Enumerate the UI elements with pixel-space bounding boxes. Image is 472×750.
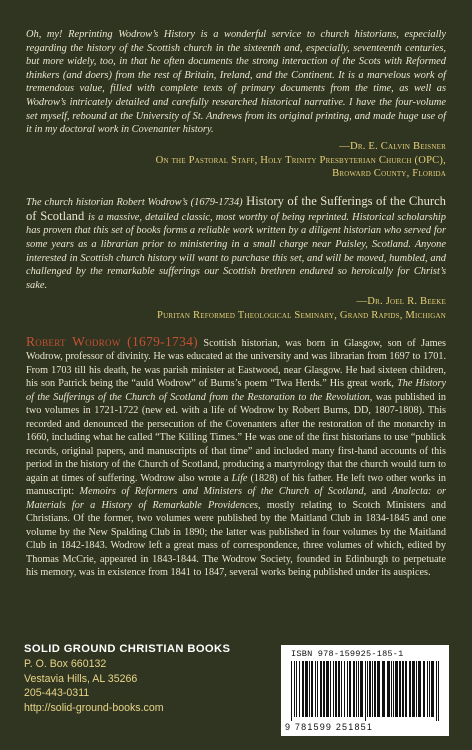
barcode-bar — [365, 661, 366, 721]
author-biography — [26, 335, 446, 580]
barcode-bar — [369, 661, 371, 717]
barcode-bar — [372, 661, 373, 717]
barcode-bar — [387, 661, 390, 717]
barcode-bar — [367, 661, 368, 717]
barcode-bar — [302, 661, 304, 717]
publisher-block — [24, 643, 230, 715]
barcode-bar — [412, 661, 415, 717]
barcode-bar — [347, 661, 348, 717]
barcode-bar — [374, 661, 376, 717]
barcode-bar — [291, 661, 292, 721]
barcode-bar — [358, 661, 359, 717]
barcode-bar — [311, 661, 313, 717]
barcode-bar — [299, 661, 300, 717]
biography-text-2: , was published in two volumes in 1721-1722 (new ed. with a life of Wodrow by Robert Burns, DD, 1807-1808). This recorded and denounced the persecution of the Covenanters after the restoration of the monarchy in 1660, including what he called “The Killing Times.” He was one of the first historians to use “publick records, original papers, and manuscripts of that time” and included many first-hand accounts of this period in the history of the Church of Scotland, producing a martyrology that the church would turn to again at times of suffering. Wodrow also wrote a — [26, 391, 446, 484]
barcode-digits: 9 781599 251851 — [285, 722, 374, 732]
barcode-bar — [360, 661, 363, 717]
biography-title-3: Memoirs of Reformers and Ministers of the Church of Scotland — [79, 486, 364, 498]
biography-title-4: Analecta: or Materials for a History of Remarkable Providences — [26, 486, 447, 511]
barcode-bar — [427, 661, 428, 717]
barcode-bar — [399, 661, 401, 717]
barcode-bars — [291, 661, 441, 721]
barcode-bar — [338, 661, 340, 717]
biography-heading: Robert Wodrow (1679-1734) — [26, 333, 198, 349]
barcode-bar — [320, 661, 322, 717]
barcode-bar — [395, 661, 398, 717]
publisher-url[interactable]: http://solid-ground-books.com — [24, 701, 164, 714]
barcode-bar — [296, 661, 297, 717]
endorsement-beeke-author: —Dr. Joel R. Beeke — [356, 296, 446, 308]
barcode — [281, 645, 449, 736]
endorsement-beeke-intro: The church historian Robert Wodrow’s (1679-1734) — [26, 197, 243, 209]
barcode-bar — [294, 661, 295, 717]
barcode-bar — [326, 661, 329, 717]
barcode-bar — [393, 661, 394, 717]
endorsement-beisner-author: —Dr. E. Calvin Beisner — [339, 140, 446, 152]
endorsement-beeke-text: is a massive, detailed classic, most worthy of being reprinted. Historical scholarship has proven that this set of books forms a reliable work written by a diligent historian who served for some years as a librarian prior to ministering in a small charge near Paisley, Scotland. Anyone interested in Scottish church history will want to purchase this set, and will be moved, humbled, and challenged by the remarkable sufferings our Scottish brethren endured so heroically for Christ’s sake. — [26, 211, 446, 291]
publisher-phone: 205-443-0311 — [24, 687, 90, 700]
endorsement-beisner: Oh, my! Reprinting Wodrow’s History is a wonderful service to church historians, especially regarding the history of the Scottish church in the sixteenth and, especially, seventeenth centuries, but more widely, too, in that he often documents the strong interaction of the Scots with Reformed thinkers (and doers) from the rest of Britain, Ireland, and the Continent. It is a marvelous work of tremendous value, filled with complete texts of primary documents from the time, as well as Wodrow’s intricately detailed and carefully researched historical narrative. I have the four-volume set myself, rebound at the University of St. Andrews from its original printing, and made huge use of it in my doctoral work in Covenanter history. — [26, 29, 446, 136]
barcode-bar — [330, 661, 331, 717]
publisher-address-2: Vestavia Hills, AL 35266 — [24, 672, 138, 685]
publisher-name: SOLID GROUND CHRISTIAN BOOKS — [24, 643, 231, 655]
endorsement-beeke-title: History of the Sufferings of the Church of Scotland — [26, 194, 446, 223]
barcode-bar — [305, 661, 308, 717]
barcode-bar — [353, 661, 355, 717]
barcode-bar — [315, 661, 316, 717]
endorsement-beeke-affiliation: Puritan Reformed Theological Seminary, Grand Rapids, Michigan — [157, 310, 446, 322]
isbn-label: ISBN 978-159925-185-1 — [291, 649, 404, 659]
barcode-bar — [356, 661, 357, 717]
biography-title-2: Life — [231, 472, 248, 484]
barcode-bar — [333, 661, 334, 717]
barcode-bar — [409, 661, 411, 717]
barcode-bar — [416, 661, 417, 717]
barcode-bar — [317, 661, 318, 717]
endorsement-beisner-affiliation-1: On the Pastoral Staff, Holy Trinity Presbyterian Church (OPC), — [155, 154, 446, 166]
barcode-bar — [391, 661, 392, 717]
barcode-bar — [429, 661, 430, 717]
barcode-bar — [349, 661, 351, 717]
biography-text-4: , and — [363, 486, 392, 498]
barcode-bar — [341, 661, 342, 717]
barcode-bar — [436, 661, 437, 721]
biography-text-1: Scottish historian, was born in Glasgow, son of James Wodrow, professor of divinity. He was educated at the university and was librarian from 1697 to 1701. From 1703 till his death, he was parish minister at Eastwood, near Glasgow. He had sixteen children, his son Patrick being the “auld Wodrow” of Burns’s poem “Twa Herds.” His great work, — [26, 337, 447, 390]
biography-text-5: , mostly relating to Scotch Ministers and Christians. Of the former, two volumes were published by the Maitland Club in 1834-1845 and one volume by the New Spalding Club in 1890; the latter was published in four volumes by the Maitland Club in 1842-1843. Wodrow left a great mass of correspondence, three volumes of which, edited by Thomas McCrie, appeared in 1843-1844. The Wodrow Society, founded in Edinburgh to perpetuate his memory, was in existence from 1841 to 1847, several works being published under its auspices. — [26, 499, 446, 579]
barcode-bar — [309, 661, 310, 717]
barcode-bar — [405, 661, 407, 717]
barcode-bar — [431, 661, 434, 717]
barcode-bar — [323, 661, 325, 717]
barcode-bar — [377, 661, 380, 717]
endorsement-beeke — [26, 195, 446, 292]
endorsement-beisner-affiliation-2: Broward County, Florida — [332, 168, 446, 180]
biography-title-1: The History of the Sufferings of the Church of Scotland from the Restoration to the Revolution — [26, 378, 447, 403]
barcode-bar — [382, 661, 385, 717]
publisher-address-1: P. O. Box 660132 — [24, 658, 107, 670]
barcode-bar — [418, 661, 421, 717]
barcode-bar — [423, 661, 425, 717]
barcode-bar — [438, 661, 439, 721]
barcode-bar — [344, 661, 345, 717]
biography-text-3: (1828) of his father. He left two other works in manuscript: — [26, 472, 446, 498]
barcode-bar — [402, 661, 404, 717]
barcode-bar — [335, 661, 337, 717]
